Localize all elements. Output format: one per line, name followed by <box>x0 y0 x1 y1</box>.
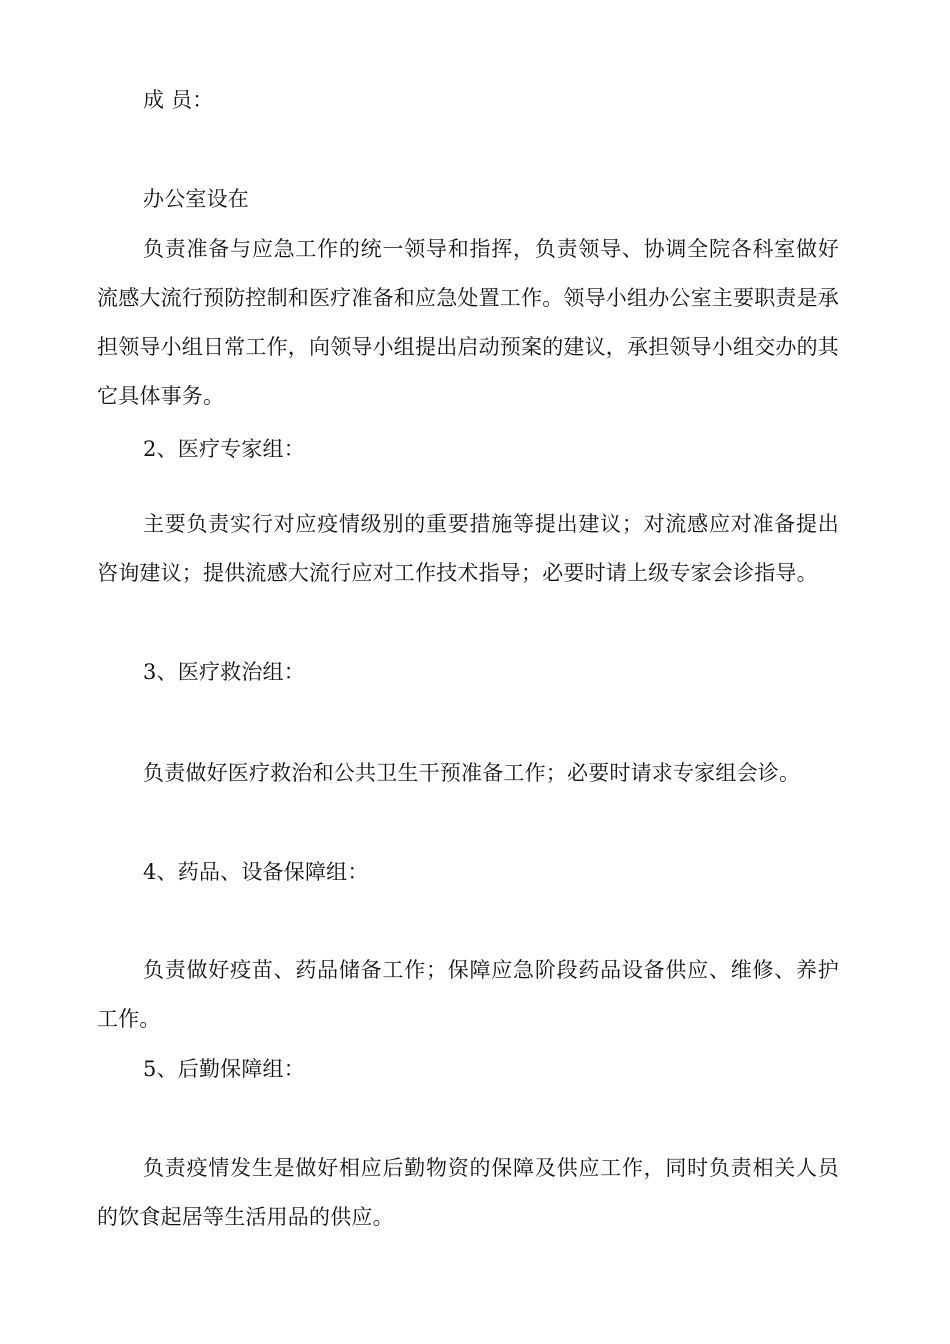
drug-equipment-duties-paragraph: 负责做好疫苗、药品储备工作；保障应急阶段药品设备供应、维修、养护工作。 <box>97 958 839 1031</box>
members-label: 成 员： <box>143 88 214 112</box>
heading-drug-equipment-group: 4、药品、设备保障组： <box>143 860 369 884</box>
leadership-duties-paragraph: 负责准备与应急工作的统一领导和指挥，负责领导、协调全院各科室做好流感大流行预防控制和医疗准备和应急处置工作。领导小组办公室主要职责是承担领导小组日常工作，向领导小组提出启动预案的建议，承担领导小组交办的其它具体事务。 <box>97 237 839 408</box>
heading-logistics-group: 5、后勤保障组： <box>143 1057 305 1081</box>
treatment-group-duties-paragraph: 负责做好医疗救治和公共卫生干预准备工作；必要时请求专家组会诊。 <box>143 761 801 785</box>
expert-group-duties-paragraph: 主要负责实行对应疫情级别的重要措施等提出建议；对流感应对准备提出咨询建议；提供流感大流行应对工作技术指导；必要时请上级专家会诊指导。 <box>97 512 839 585</box>
logistics-group-duties-paragraph: 负责疫情发生是做好相应后勤物资的保障及供应工作，同时负责相关人员的饮食起居等生活用品的供应。 <box>97 1156 839 1229</box>
heading-treatment-group: 3、医疗救治组： <box>143 660 305 684</box>
heading-expert-group: 2、医疗专家组： <box>143 437 305 461</box>
office-location-line: 办公室设在 <box>143 187 249 211</box>
